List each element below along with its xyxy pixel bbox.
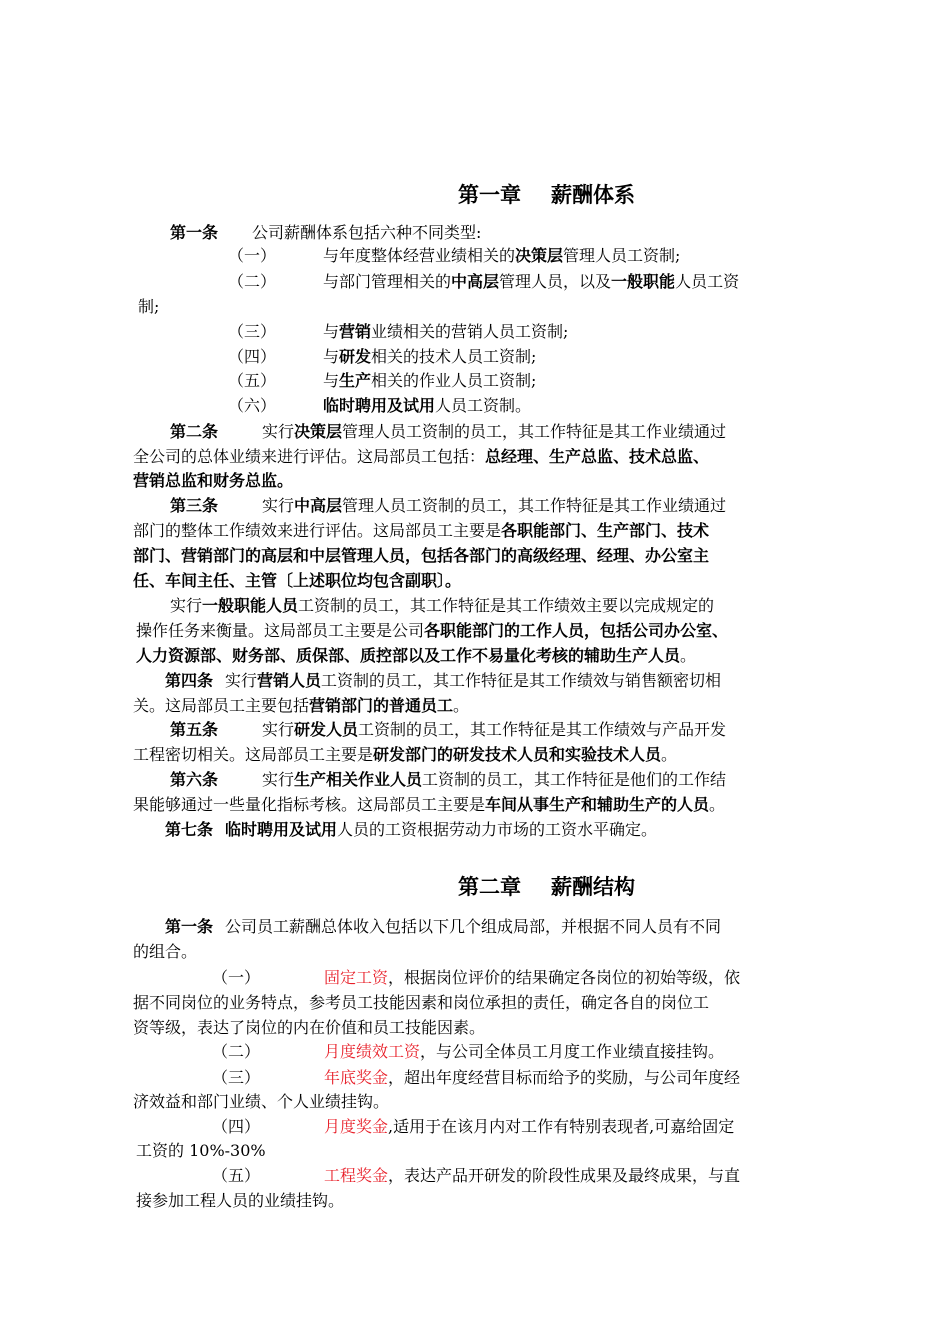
ch2-item-1-line-1: （一） 固定工资，根据岗位评价的结果确定各岗位的初始等级，依 xyxy=(212,968,741,987)
ch2-item-5-line-2: 接参加工程人员的业绩挂钩。 xyxy=(136,1191,345,1210)
ch2-item-3-line-2: 济效益和部门业绩、个人业绩挂钩。 xyxy=(133,1092,390,1111)
ch1-article-6-line-1: 第六条 实行生产相关作业人员工资制的员工，其工作特征是他们的工作结 xyxy=(170,770,727,789)
highlight-term: 月度绩效工资 xyxy=(324,1042,421,1061)
ch2-item-4-line-1: （四） 月度奖金,适用于在该月内对工作有特别表现者,可嘉给固定 xyxy=(212,1117,735,1136)
chapter-2-title: 薪酬结构 xyxy=(551,875,635,899)
ch1-a1-item-5: （五） 与生产相关的作业人员工资制; xyxy=(228,371,537,390)
ch2-item-3-line-1: （三） 年底奖金，超出年度经营目标而给予的奖励，与公司年度经 xyxy=(212,1068,741,1087)
ch2-article-1-line-2: 的组合。 xyxy=(133,942,198,961)
ch1-article-3-line-2: 部门的整体工作绩效来进行评估。这局部员工主要是各职能部门、生产部门、技术 xyxy=(133,521,710,540)
ch1-a1-item-6: （六） 临时聘用及试用人员工资制。 xyxy=(228,396,532,415)
ch1-article-3-line-1: 第三条 实行中高层管理人员工资制的员工，其工作特征是其工作业绩通过 xyxy=(170,496,727,515)
ch1-a1-item-1: （一） 与年度整体经营业绩相关的决策层管理人员工资制; xyxy=(228,246,681,265)
ch1-article-5-line-1: 第五条 实行研发人员工资制的员工，其工作特征是其工作绩效与产品开发 xyxy=(170,720,727,739)
ch1-a1-item-2: （二） 与部门管理相关的中高层管理人员，以及一般职能人员工资 xyxy=(228,272,740,291)
ch2-item-4-line-2: 工资的 10%-30% xyxy=(136,1141,266,1160)
chapter-2-heading xyxy=(458,872,635,902)
article-text: 公司薪酬体系包括六种不同类型: xyxy=(252,223,482,242)
highlight-term: 月度奖金 xyxy=(324,1117,389,1136)
chapter-1-title: 薪酬体系 xyxy=(551,183,635,207)
highlight-term: 工程奖金 xyxy=(324,1166,389,1185)
ch1-article-1-intro xyxy=(170,221,481,245)
ch1-article-7: 第七条 临时聘用及试用人员的工资根据劳动力市场的工资水平确定。 xyxy=(165,820,658,839)
ch2-item-2-line-1: （二） 月度绩效工资，与公司全体员工月度工作业绩直接挂钩。 xyxy=(212,1042,725,1061)
ch1-article-2-line-1: 第二条 实行决策层管理人员工资制的员工，其工作特征是其工作业绩通过 xyxy=(170,422,727,441)
ch2-article-1-line-1: 第一条 公司员工薪酬总体收入包括以下几个组成局部，并根据不同人员有不同 xyxy=(165,917,722,936)
ch2-item-1-line-3: 资等级，表达了岗位的内在价值和员工技能因素。 xyxy=(133,1018,486,1037)
ch2-item-1-line-2: 据不同岗位的业务特点，参考员工技能因素和岗位承担的责任，确定各自的岗位工 xyxy=(133,993,710,1012)
ch1-article-3b-line-3: 人力资源部、财务部、质保部、质控部以及工作不易量化考核的辅助生产人员。 xyxy=(136,646,697,665)
ch1-a1-item-3: （三） 与营销业绩相关的营销人员工资制; xyxy=(228,322,569,341)
ch1-article-6-line-2: 果能够通过一些量化指标考核。这局部员工主要是车间从事生产和辅助生产的人员。 xyxy=(133,795,726,814)
chapter-1-heading xyxy=(458,180,635,210)
ch1-article-5-line-2: 工程密切相关。这局部员工主要是研发部门的研发技术人员和实验技术人员。 xyxy=(133,745,678,764)
chapter-1-number: 第一章 xyxy=(458,183,521,207)
article-label: 第一条 xyxy=(170,223,219,242)
chapter-2-number: 第二章 xyxy=(458,875,521,899)
highlight-term: 固定工资 xyxy=(324,968,389,987)
ch1-article-2-line-3: 营销总监和财务总监。 xyxy=(133,471,294,490)
highlight-term: 年底奖金 xyxy=(324,1068,389,1087)
ch1-article-3-line-3: 部门、营销部门的高层和中层管理人员，包括各部门的高级经理、经理、办公室主 xyxy=(133,546,710,565)
ch1-article-4-line-1: 第四条 实行营销人员工资制的员工，其工作特征是其工作绩效与销售额密切相 xyxy=(165,671,722,690)
ch2-item-5-line-1: （五） 工程奖金，表达产品开研发的阶段性成果及最终成果，与直 xyxy=(212,1166,741,1185)
ch1-a1-item-2-cont: 制; xyxy=(138,297,160,316)
ch1-article-2-line-2: 全公司的总体业绩来进行评估。这局部员工包括：总经理、生产总监、技术总监、 xyxy=(133,447,710,466)
ch1-article-3b-line-2: 操作任务来衡量。这局部员工主要是公司各职能部门的工作人员，包括公司办公室、 xyxy=(136,621,729,640)
ch1-article-4-line-2: 关。这局部员工主要包括营销部门的普通员工。 xyxy=(133,696,470,715)
ch1-article-3b-line-1: 实行一般职能人员工资制的员工，其工作特征是其工作绩效主要以完成规定的 xyxy=(170,596,715,615)
ch1-article-3-line-4: 任、车间主任、主管〔上述职位均包含副职〕。 xyxy=(133,571,462,590)
ch1-a1-item-4: （四） 与研发相关的技术人员工资制; xyxy=(228,347,537,366)
